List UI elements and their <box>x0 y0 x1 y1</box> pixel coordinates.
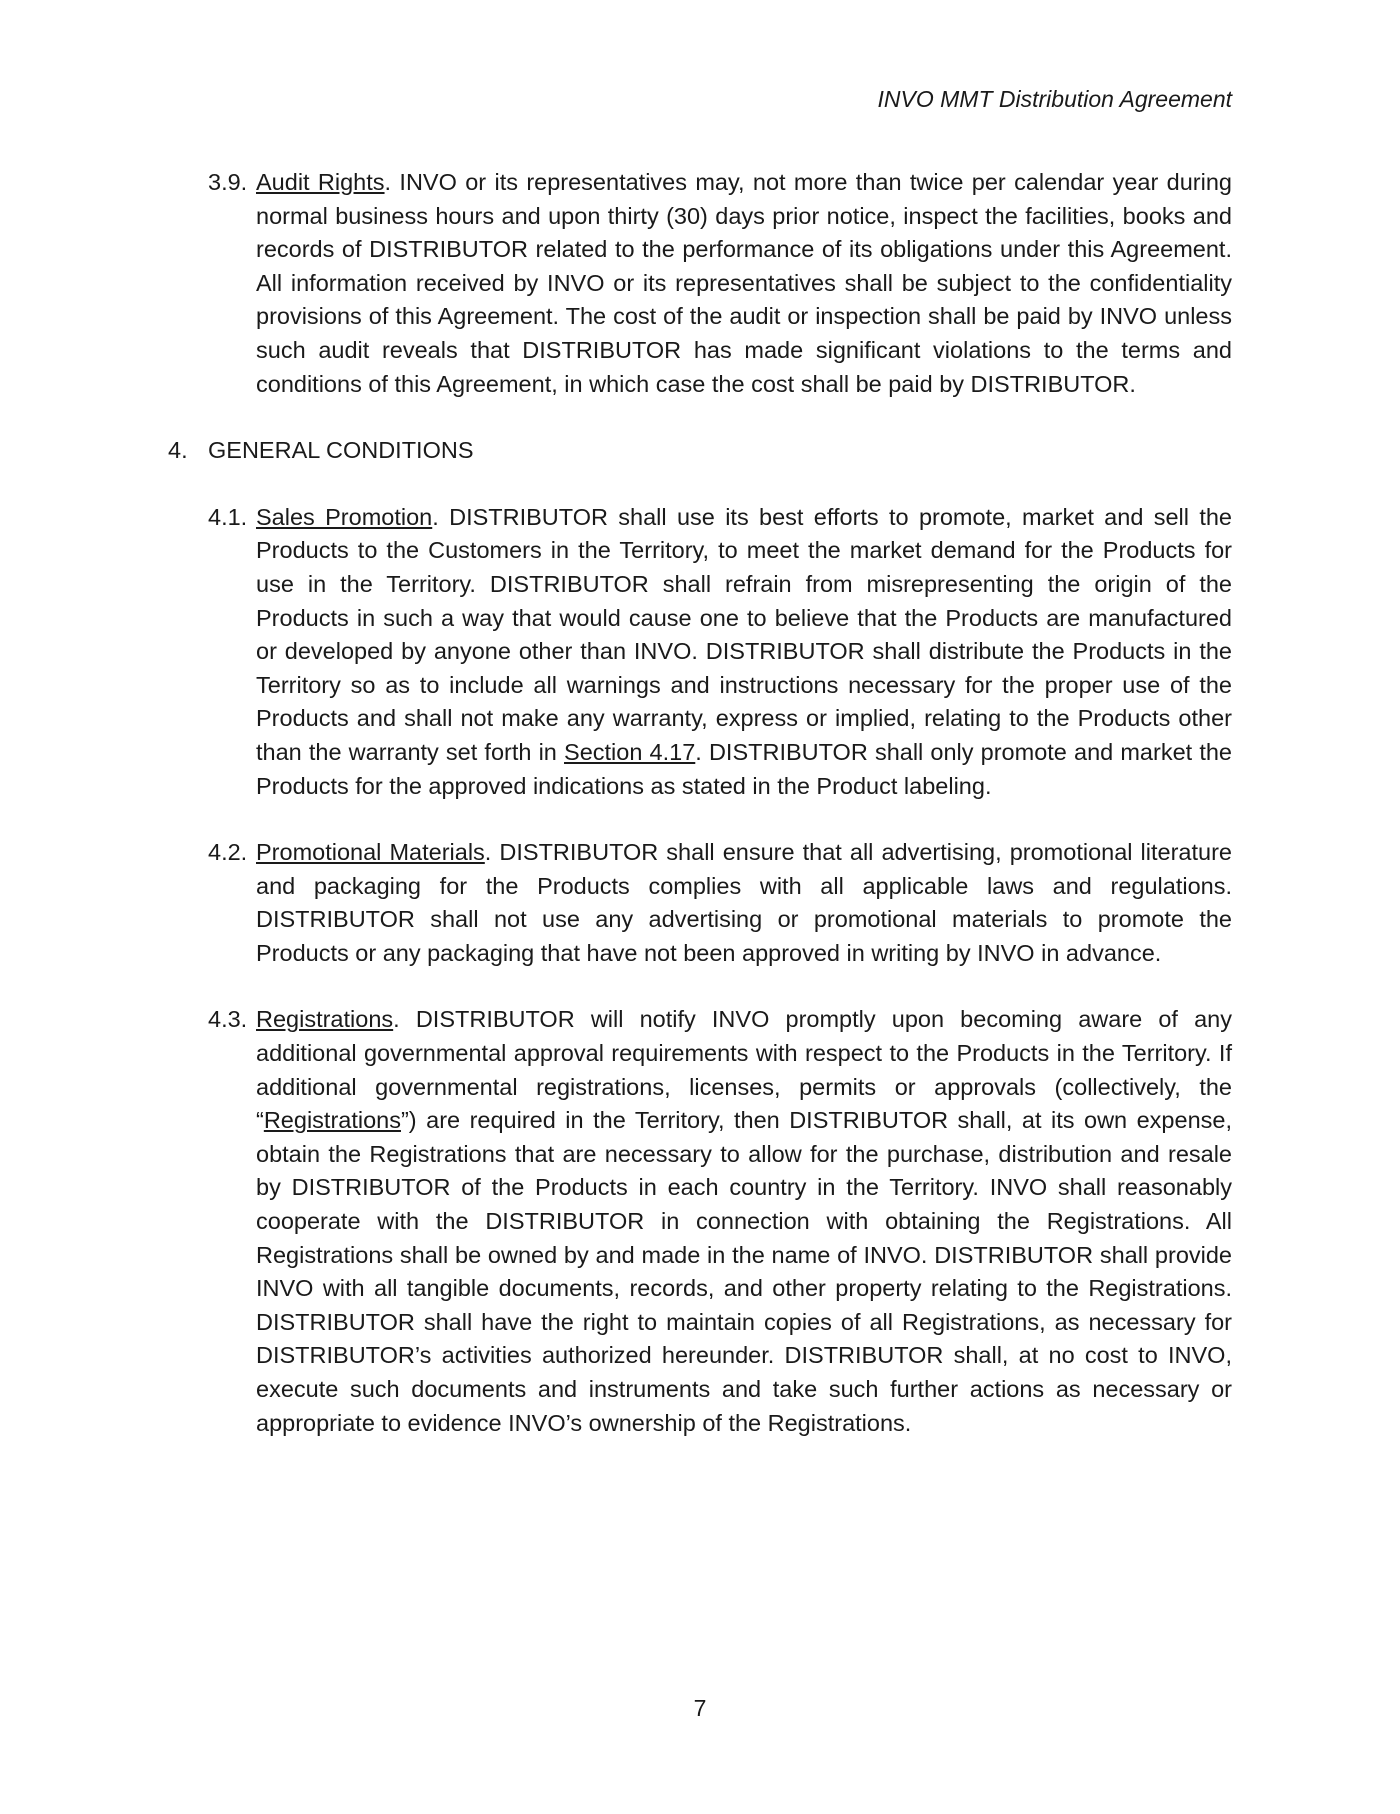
page-number: 7 <box>693 1695 707 1721</box>
clause-number: 4.1. <box>208 503 248 530</box>
section-title: GENERAL CONDITIONS <box>208 437 474 464</box>
clause-heading: Sales Promotion <box>256 503 433 530</box>
clause-4-3 <box>168 1003 1232 1440</box>
section-reference: Section 4.17 <box>564 738 696 765</box>
clause-text: . DISTRIBUTOR shall use its best efforts to promote, market and sell the Products to the Customers in the Territory, to meet the market demand for the Products for use in the Territory. DISTRIBUTOR shall refrain from misrepresenting the origin of the Products in such a way that would cause one to believe that the Products are manufactured or developed by anyone other than INVO. DISTRIBUTOR shall distribute the Products in the Territory so as to include all warnings and instructions necessary for the proper use of the Products and shall not make any warranty, express or implied, relating to the Products other than the warranty set forth in <box>256 503 1232 765</box>
section-4-heading <box>168 434 1232 468</box>
clause-heading: Registrations <box>256 1006 394 1033</box>
clause-3-9 <box>168 166 1232 401</box>
clause-4-2 <box>168 836 1232 970</box>
clause-text-continued: . DISTRIBUTOR shall only promote and market the Products for the approved indications as stated in the Product labeling. <box>256 738 1232 799</box>
clause-text: . DISTRIBUTOR shall ensure that all advertising, promotional literature and packaging for the Products complies with all applicable laws and regulations. DISTRIBUTOR shall not use any advertising or promotional materials to promote the Products or any packaging that have not been approved in writing by INVO in advance. <box>256 839 1232 966</box>
clause-text-continued: ”) are required in the Territory, then DISTRIBUTOR shall, at its own expense, obtain the Registrations that are necessary to allow for the purchase, distribution and resale by DISTRIBUTOR of the Products in each country in the Territory. INVO shall reasonably cooperate with the DISTRIBUTOR in connection with obtaining the Registrations. All Registrations shall be owned by and made in the name of INVO. DISTRIBUTOR shall provide INVO with all tangible documents, records, and other property relating to the Registrations. DISTRIBUTOR shall have the right to maintain copies of all Registrations, as necessary for DISTRIBUTOR’s activities authorized hereunder. DISTRIBUTOR shall, at no cost to INVO, execute such documents and instruments and take such further actions as necessary or appropriate to evidence INVO’s ownership of the Registrations. <box>256 1107 1232 1436</box>
clause-heading: Promotional Materials <box>256 839 485 866</box>
clause-number: 4.2. <box>208 839 248 866</box>
clause-text: . DISTRIBUTOR will notify INVO promptly upon becoming aware of any additional governmental approval requirements with respect to the Products in the Territory. If additional governmental registrations, licenses, permits or approvals (collectively, the “ <box>256 1006 1232 1134</box>
clause-number: 4.3. <box>208 1006 248 1033</box>
clause-4-1 <box>168 501 1232 803</box>
clause-heading: Audit Rights <box>256 169 385 195</box>
section-number: 4. <box>168 437 188 464</box>
document-body <box>168 166 1232 1473</box>
clause-number: 3.9. <box>208 169 248 195</box>
defined-term: Registrations <box>263 1107 401 1134</box>
running-header: INVO MMT Distribution Agreement <box>877 86 1232 112</box>
clause-text: . INVO or its representatives may, not more than twice per calendar year during normal business hours and upon thirty (30) days prior notice, inspect the facilities, books and records of DISTRIBUTOR related to the performance of its obligations under this Agreement. All information received by INVO or its representatives shall be subject to the confidentiality provisions of this Agreement. The cost of the audit or inspection shall be paid by INVO unless such audit reveals that DISTRIBUTOR has made significant violations to the terms and conditions of this Agreement, in which case the cost shall be paid by DISTRIBUTOR. <box>256 169 1232 397</box>
